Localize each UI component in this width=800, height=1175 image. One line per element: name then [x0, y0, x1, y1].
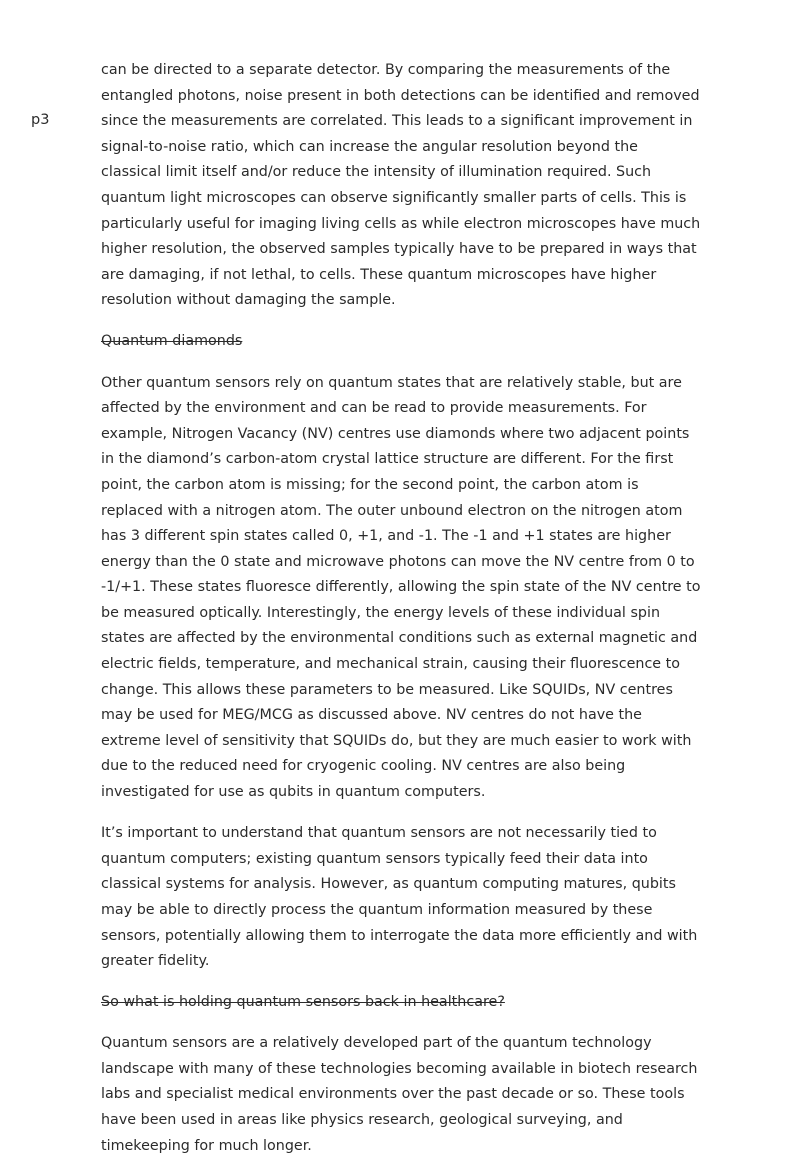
paragraph-nv-centres: Other quantum sensors rely on quantum states that are relatively stable, but are affected by the environment and can be read to provide measurements. For example, Nitrogen Vacancy (NV) centres use diamonds where two adjacent points in the diamond’s carbon-atom crystal lattice structure are different. For the first point, the carbon atom is missing; for the second point, the carbon atom is replaced with a nitrogen atom. The outer unbound electron on the nitrogen atom has 3 different spin states called 0, +1, and -1. The -1 and +1 states are higher energy than the 0 state and microwave photons can move the NV centre from 0 to -1/+1. These states fluoresce differently, allowing the spin state of the NV centre to be measured optically. Interestingly, the energy levels of these individual spin states are affected by the environmental conditions such as external magnetic and electric fields, temperature, and mechanical strain, causing their fluorescence to change. This allows these parameters to be measured. Like SQUIDs, NV centres may be used for MEG/MCG as discussed above. NV centres do not have the extreme level of sensitivity that SQUIDs do, but they are much easier to work with due to the reduced need for cryogenic cooling. NV centres are also being investigated for use as qubits in quantum computers.	[101, 374, 701, 801]
paragraph-quantum-microscopes: can be directed to a separate detector. By comparing the measurements of the entangled photons, noise present in both detections can be identified and removed since the measurements are correlated. This leads to a significant improvement in signal-to-noise ratio, which can increase the angular resolution beyond the classical limit itself and/or reduce the intensity of illumination required. Such quantum light microscopes can observe significantly smaller parts of cells. This is particularly useful for imaging living cells as while electron microscopes have much higher resolution, the observed samples typically have to be prepared in ways that are damaging, if not lethal, to cells. These quantum microscopes have higher resolution without damaging the sample.	[101, 62, 701, 309]
section-heading-quantum-diamonds: Quantum diamonds	[101, 333, 243, 350]
page-number-label: p3	[31, 112, 50, 128]
document-body	[101, 58, 701, 1175]
paragraph-sensors-and-computers: It’s important to understand that quantum sensors are not necessarily tied to quantum computers; existing quantum sensors typically feed their data into classical systems for analysis. However, as quantum computing matures, qubits may be able to directly process the quantum information measured by these sensors, potentially allowing them to interrogate the data more efficiently and with greater fidelity.	[101, 825, 698, 970]
section-heading-holding-back: So what is holding quantum sensors back in healthcare?	[101, 994, 505, 1011]
paragraph-sensor-landscape: Quantum sensors are a relatively developed part of the quantum technology landscape with many of these technologies becoming available in biotech research labs and specialist medical environments over the past decade or so. These tools have been used in areas like physics research, geological surveying, and timekeeping for much longer.	[101, 1035, 698, 1154]
